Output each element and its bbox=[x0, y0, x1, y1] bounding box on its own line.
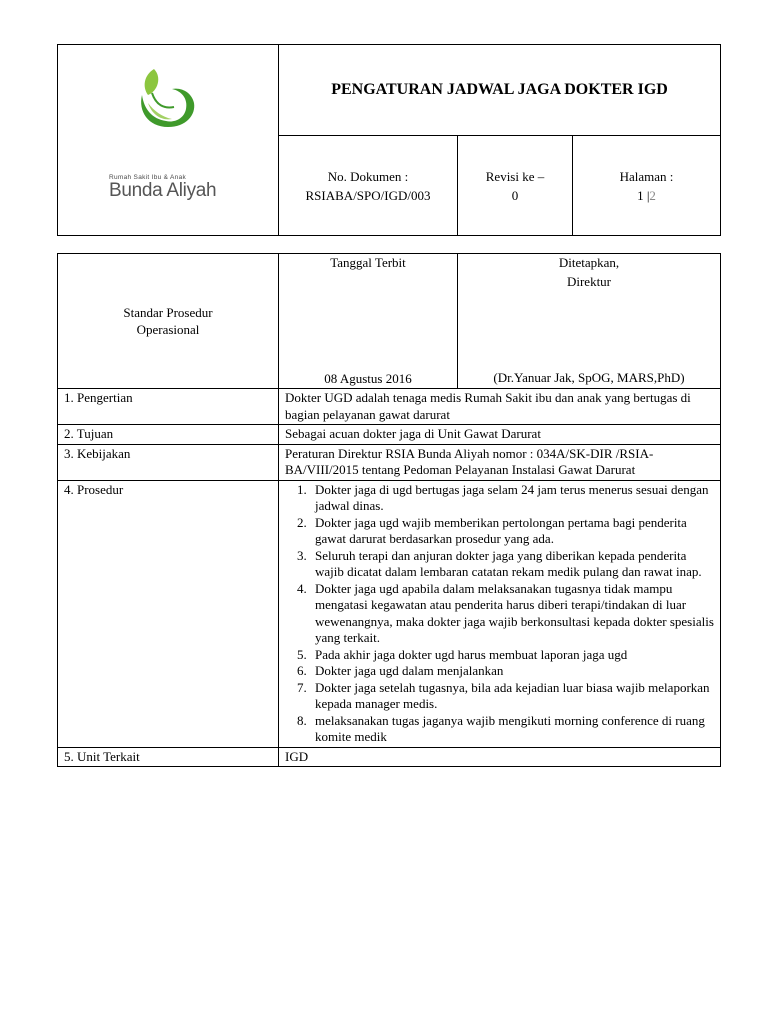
doc-number-value: RSIABA/SPO/IGD/003 bbox=[305, 187, 431, 203]
approval-cell bbox=[458, 254, 721, 389]
issue-date-cell bbox=[279, 254, 458, 389]
text-unit: IGD bbox=[279, 747, 721, 767]
director-title: Direktur bbox=[566, 274, 612, 289]
procedure-item: 5. Pada akhir jaga dokter ugd harus membuat laporan jaga ugd bbox=[310, 647, 714, 664]
row-prosedur bbox=[58, 480, 721, 747]
sop-type-cell bbox=[58, 254, 279, 389]
hospital-logo bbox=[58, 45, 278, 235]
page-number bbox=[573, 186, 720, 205]
procedure-item: 4. Dokter jaga ugd apabila dalam melaksanakan tugasnya tidak mampu mengatasi kegawatan atau penderita harus diberi terapi/tindakan di luar wewenangnya, maka dokter jaga wajib berkonsultasi kepada dokter spesialis yang terkait. bbox=[310, 581, 714, 647]
approved-label: Ditetapkan, bbox=[558, 255, 620, 270]
page-cell bbox=[573, 136, 721, 236]
director-name: (Dr.Yanuar Jak, SpOG, MARS,PhD) bbox=[493, 370, 685, 385]
header-table bbox=[57, 44, 721, 236]
label-pengertian: 1. Pengertian bbox=[58, 389, 279, 425]
text-pengertian: Dokter UGD adalah tenaga medis Rumah Sakit ibu dan anak yang bertugas di bagian pelayanan gawat darurat bbox=[279, 389, 721, 425]
page-label: Halaman : bbox=[619, 168, 674, 184]
row-pengertian bbox=[58, 389, 721, 425]
procedure-item: 3. Seluruh terapi dan anjuran dokter jaga yang diberikan kepada penderita wajib dicatat dalam lembaran catatan rekam medik pulang dan rawat inap. bbox=[310, 548, 714, 581]
revision-label: Revisi ke – bbox=[485, 168, 545, 184]
page-separator: | bbox=[646, 187, 650, 203]
revision-value: 0 bbox=[511, 187, 519, 203]
page-current: 1 bbox=[637, 187, 644, 203]
logo-cell bbox=[58, 45, 279, 236]
procedure-item: 7. Dokter jaga setelah tugasnya, bila ada kejadian luar biasa wajib melaporkan kepada manager medis. bbox=[310, 680, 714, 713]
label-tujuan: 2. Tujuan bbox=[58, 425, 279, 445]
document-title: PENGATURAN JADWAL JAGA DOKTER IGD bbox=[279, 45, 721, 136]
procedure-item: 2. Dokter jaga ugd wajib memberikan pertolongan pertama bagi penderita gawat darurat berdasarkan prosedur yang ada. bbox=[310, 515, 714, 548]
row-unit bbox=[58, 747, 721, 767]
label-prosedur: 4. Prosedur bbox=[58, 480, 279, 747]
doc-number-label: No. Dokumen : bbox=[327, 168, 409, 184]
sop-label-line2: Operasional bbox=[136, 322, 200, 337]
text-tujuan: Sebagai acuan dokter jaga di Unit Gawat Darurat bbox=[279, 425, 721, 445]
procedure-list-cell bbox=[279, 480, 721, 747]
issue-date-value: 08 Agustus 2016 bbox=[324, 371, 412, 386]
page-total: 2 bbox=[649, 187, 656, 203]
label-kebijakan: 3. Kebijakan bbox=[58, 444, 279, 480]
sop-label-line1: Standar Prosedur bbox=[123, 305, 213, 320]
procedure-item: 6. Dokter jaga ugd dalam menjalankan bbox=[310, 663, 714, 680]
logo-subtitle: Rumah Sakit Ibu & Anak bbox=[109, 174, 187, 181]
row-tujuan bbox=[58, 425, 721, 445]
procedure-item: 8. melaksanakan tugas jaganya wajib mengikuti morning conference di ruang komite medik bbox=[310, 713, 714, 746]
doc-number-cell bbox=[279, 136, 458, 236]
sop-table bbox=[57, 253, 721, 767]
issue-date-label: Tanggal Terbit bbox=[330, 255, 406, 270]
revision-cell bbox=[458, 136, 573, 236]
procedure-list bbox=[285, 482, 714, 746]
text-kebijakan: Peraturan Direktur RSIA Bunda Aliyah nomor : 034A/SK-DIR /RSIA-BA/VIII/2015 tentang Pedoman Pelayanan Instalasi Gawat Darurat bbox=[279, 444, 721, 480]
label-unit: 5. Unit Terkait bbox=[58, 747, 279, 767]
procedure-item: 1. Dokter jaga di ugd bertugas jaga selam 24 jam terus menerus sesuai dengan jadwal dinas. bbox=[310, 482, 714, 515]
logo-name: Bunda Aliyah bbox=[109, 180, 217, 201]
leaf-logo-icon bbox=[134, 65, 204, 131]
row-kebijakan bbox=[58, 444, 721, 480]
